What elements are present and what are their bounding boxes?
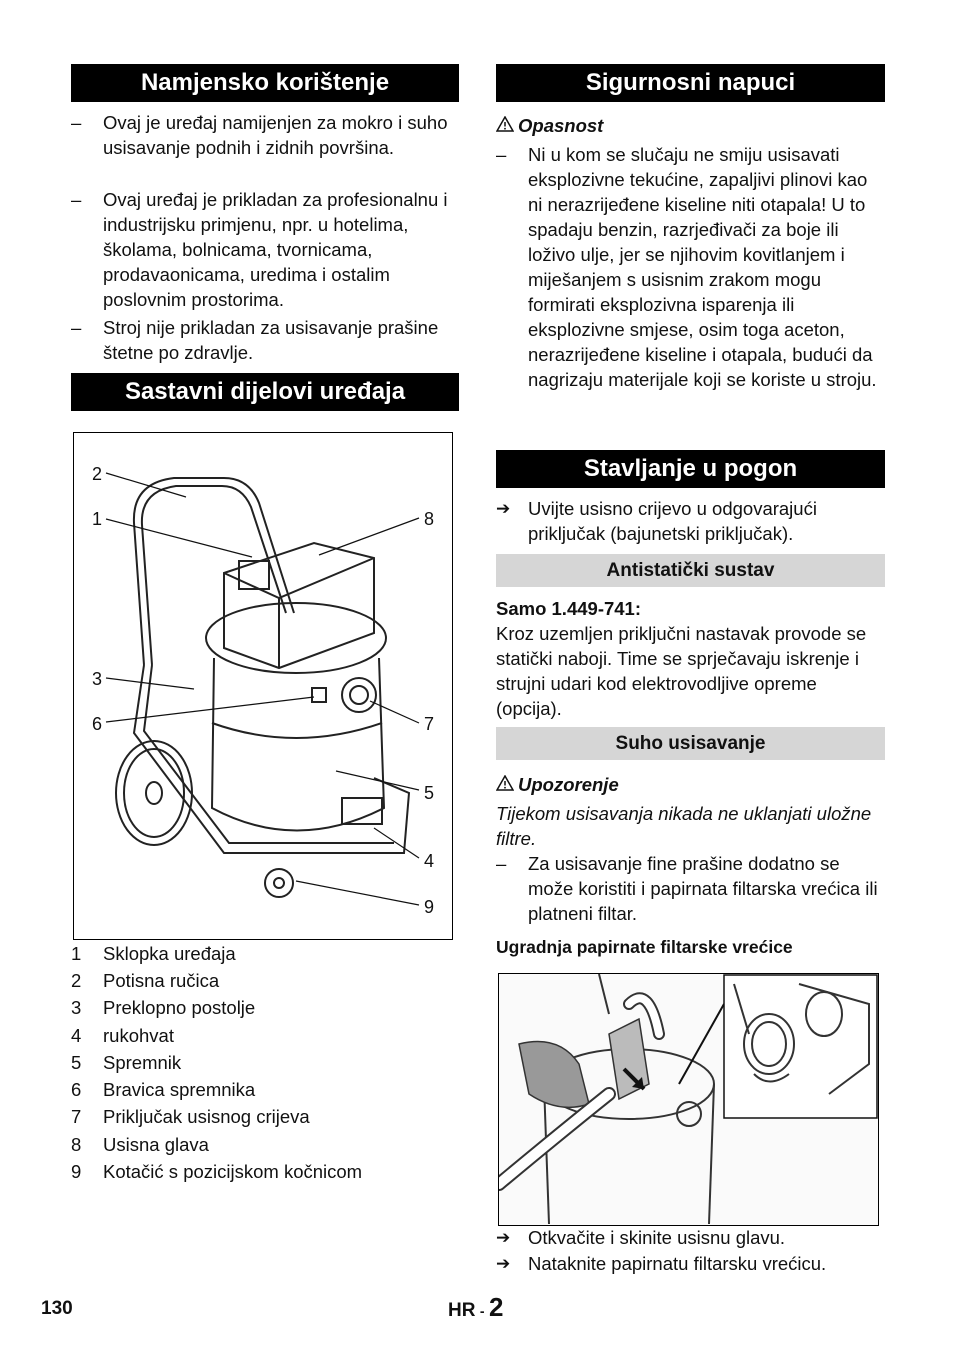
usage-item-1: – Ovaj je uređaj namijenjen za mokro i suho usisavanje podnih i zidnih površina. [71,112,448,158]
callout-7: 7 [424,714,435,734]
start-step: ➔ Uvijte usisno crijevo u odgovarajući priključak (bajunetski priključak). [496,498,817,544]
dash-marker: – [71,189,82,210]
filter-bag-installation-image [498,973,879,1226]
usage-item-2: – Ovaj uređaj je prikladan za profesionalnu i industrijsku primjenu, npr. u hotelima, školama, bolnicama, tvornicama, prodavaonicama, uredima i ostalim poslovnim prostorima. [71,189,448,310]
vacuum-illustration [74,433,452,939]
arrow-right-icon: ➔ [496,1254,511,1273]
dash-marker: – [71,317,82,338]
arrow-right-icon: ➔ [496,1228,511,1247]
vacuum-cleaner-diagram [73,432,453,940]
callout-8: 8 [424,509,435,529]
callout-3: 3 [92,669,103,689]
heading-safety: Sigurnosni napuci [496,64,885,102]
step-1: ➔ Otkvačite i skinite usisnu glavu. [496,1227,786,1248]
heading-start-up: Stavljanje u pogon [496,450,885,488]
callout-6: 6 [92,714,103,734]
antistatic-model: Samo 1.449-741: [496,598,642,619]
filter-bag-illustration [499,974,878,1225]
heading-antistatic: Antistatički sustav [496,554,885,587]
arrow-right-icon: ➔ [496,499,511,518]
warning-triangle-icon [496,772,518,797]
section-page-label: HR - 2 [448,1292,504,1322]
antistatic-text: Kroz uzemljen priključni nastavak provode se statički naboji. Time se sprječavaju iskrenje i strujni udari kod elektrovodljive opreme (opcija). [496,623,867,719]
dash-marker: – [496,853,507,874]
callout-2: 2 [92,464,103,484]
callout-5: 5 [424,783,435,803]
heading-components: Sastavni dijelovi uređaja [71,373,459,411]
heading-paper-bag: Ugradnja papirnate filtarske vrećice [496,937,793,957]
heading-intended-use: Namjensko korištenje [71,64,459,102]
page-number: 130 [41,1298,73,1319]
warning-triangle-icon [496,113,518,138]
callout-1: 1 [92,509,103,529]
dash-marker: – [71,112,82,133]
step-2: ➔ Nataknite papirnatu filtarsku vrećicu. [496,1253,827,1274]
warning-heading: Upozorenje [496,772,619,797]
callout-4: 4 [424,851,435,871]
danger-item: – Ni u kom se slučaju ne smiju usisavati eksplozivne tekućine, zapaljivi plinovi kao ni nerazrijeđene kiseline niti otapala! U to spadaju benzin, razrjeđivači za boje ili loživo ulje, jer se njihovim kovitlanjem i miješanjem s usisnim zrakom mogu formirati eksplozivna isparenja ili eksplozivne smjese, osim toga aceton, nerazrijeđene kiseline i otapala, budući da nagrizaju materijale koji se koriste u stroju. [496,144,877,390]
dry-item: – Za usisavanje fine prašine dodatno se može koristiti i papirnata filtarska vrećica ili platneni filtar. [496,853,878,924]
callout-9: 9 [424,897,435,917]
danger-heading: Opasnost [496,113,603,138]
heading-dry-vacuuming: Suho usisavanje [496,727,885,760]
warning-text: Tijekom usisavanja nikada ne uklanjati uložne filtre. [496,803,872,849]
usage-item-3: – Stroj nije prikladan za usisavanje prašine štetne po zdravlje. [71,317,439,363]
dash-marker: – [496,144,507,165]
